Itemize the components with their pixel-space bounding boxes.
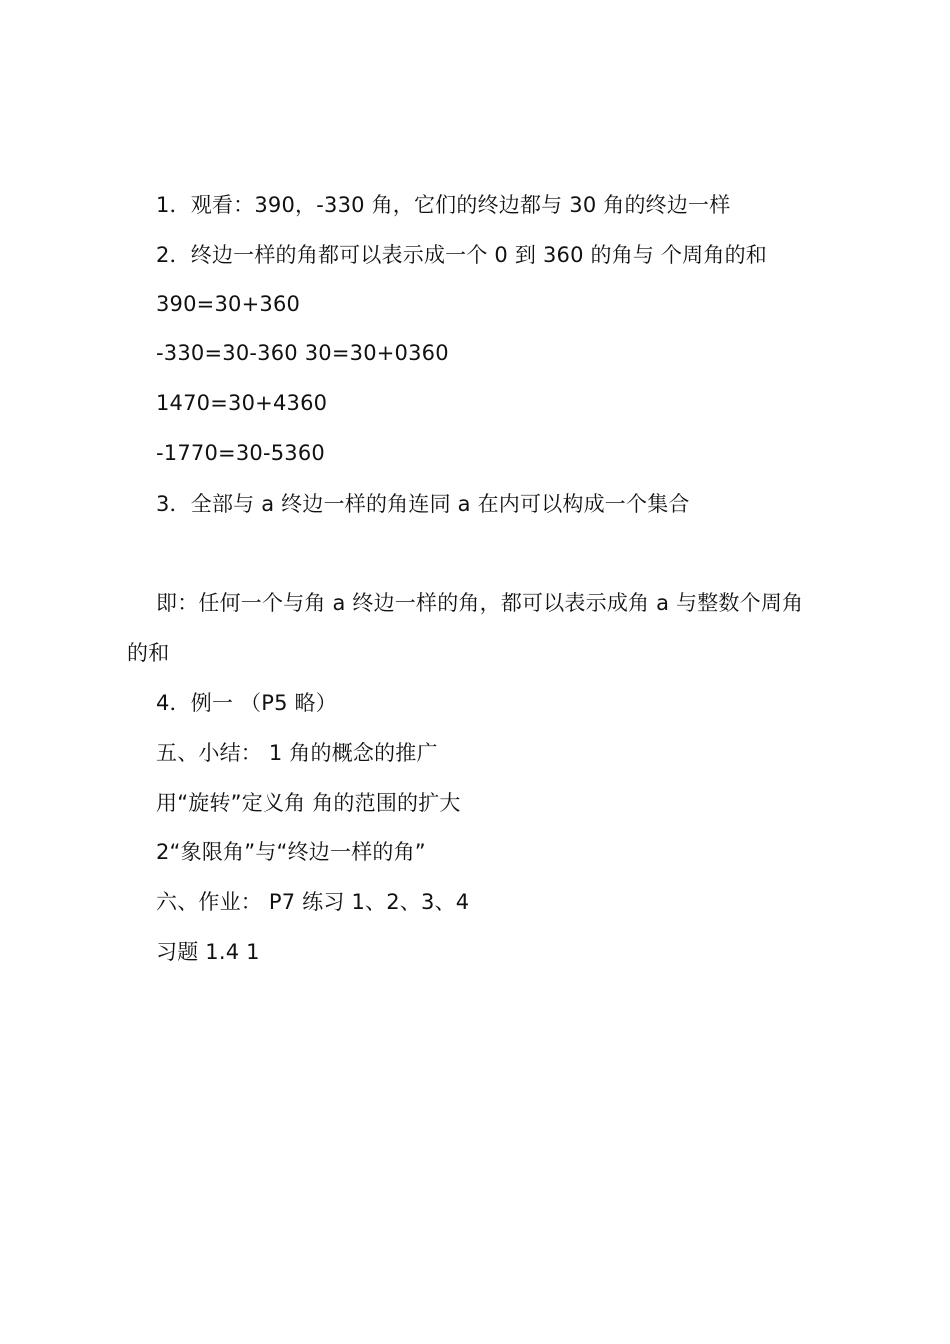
text-line-rotation-definition: 用“旋转”定义角 角的范围的扩大: [156, 791, 461, 815]
equation-line-390: 390=30+360: [156, 292, 301, 316]
text-line-exercises: 习题 1.4 1: [156, 940, 260, 964]
text-line-quadrant-angle: 2“象限角”与“终边一样的角”: [156, 840, 426, 864]
text-line-example: 4．例一 （P5 略）: [156, 691, 337, 715]
equation-line-1470: 1470=30+4360: [156, 391, 328, 415]
text-line-same-terminal-side: 2．终边一样的角都可以表示成一个 0 到 360 的角与 个周角的和: [156, 243, 767, 267]
text-line-general-statement: 即：任何一个与角 a 终边一样的角，都可以表示成角 a 与整数个周角: [156, 591, 804, 615]
text-line-set-definition: 3．全部与 a 终边一样的角连同 a 在内可以构成一个集合: [156, 492, 690, 516]
text-line-observe: 1．观看：390，-330 角，它们的终边都与 30 角的终边一样: [156, 193, 731, 217]
section-heading-summary: 五、小结： 1 角的概念的推广: [156, 741, 438, 765]
equation-line-minus-330: -330=30-360 30=30+0360: [156, 341, 449, 365]
text-line-general-statement-continued: 的和: [127, 641, 170, 665]
section-heading-homework: 六、作业： P7 练习 1、2、3、4: [156, 890, 470, 914]
equation-line-minus-1770: -1770=30-5360: [156, 441, 325, 465]
